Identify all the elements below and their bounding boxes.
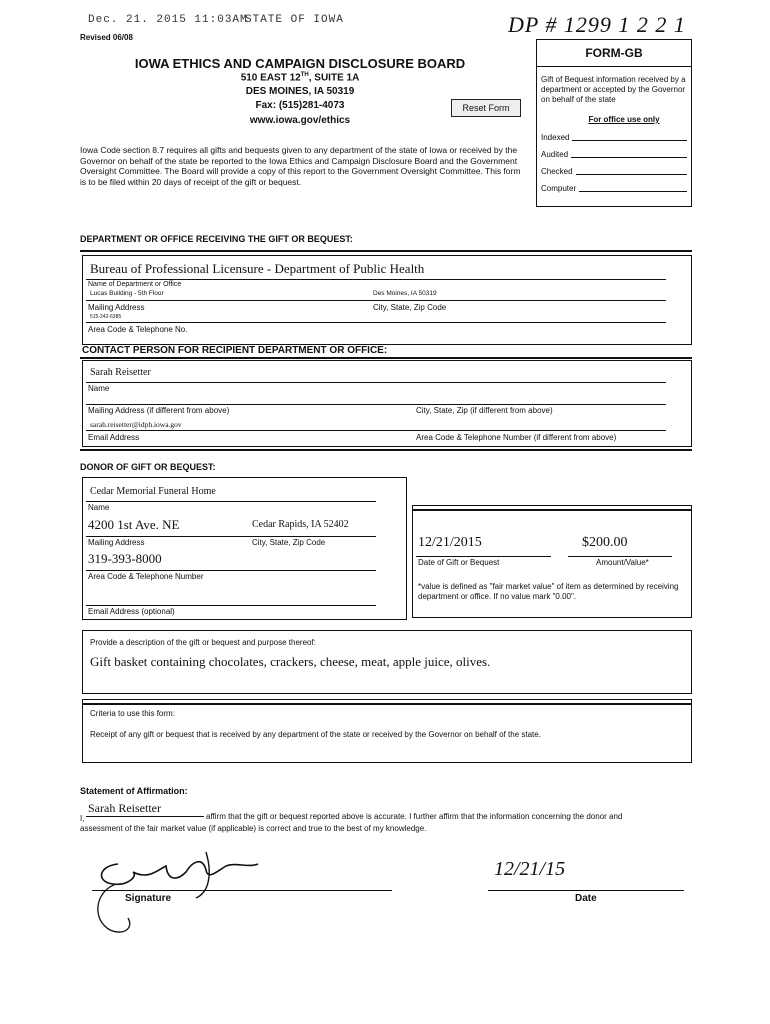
contact-name-label: Name xyxy=(88,384,110,393)
revised-date: Revised 06/08 xyxy=(80,33,133,42)
contact-mailing-label: Mailing Address (if different from above) xyxy=(88,406,230,415)
description-value[interactable]: Gift basket containing chocolates, crackers, cheese, meat, apple juice, olives. xyxy=(90,654,491,669)
office-field-computer: Computer xyxy=(541,177,687,194)
affirmant-name-value[interactable]: Sarah Reisetter xyxy=(88,801,161,815)
board-city: DES MOINES, IA 50319 xyxy=(245,86,355,97)
fax-datetime: Dec. 21. 2015 11:03AM xyxy=(88,14,248,26)
department-phone-value[interactable]: 515-242-6385 xyxy=(90,314,122,320)
department-heading: DEPARTMENT OR OFFICE RECEIVING THE GIFT OR BEQUEST: xyxy=(80,234,353,244)
donor-name-label: Name xyxy=(88,503,110,512)
signature-date-label: Date xyxy=(575,893,597,904)
contact-heading: CONTACT PERSON FOR RECIPIENT DEPARTMENT OR OFFICE: xyxy=(82,345,388,356)
affirmation-text-line2: assessment of the fair market value (if applicable) is correct and true to the best of my knowledge. xyxy=(80,824,427,833)
donor-name-value[interactable]: Cedar Memorial Funeral Home xyxy=(90,486,216,497)
department-mailing-value[interactable]: Lucas Building - 5th Floor xyxy=(90,290,164,297)
contact-email-label: Email Address xyxy=(88,433,140,442)
gift-value-note: *value is defined as "fair market value" of item as determined by receiving department or office. If no value mark "0.00". xyxy=(418,582,679,601)
fax-sender: STATE OF IOWA xyxy=(245,14,344,26)
donor-city-value[interactable]: Cedar Rapids, IA 52402 xyxy=(252,519,349,530)
contact-email-value[interactable]: sarah.reisetter@idph.iowa.gov xyxy=(90,420,182,429)
donor-city-label: City, State, Zip Code xyxy=(252,538,326,547)
department-phone-label: Area Code & Telephone No. xyxy=(88,325,188,334)
affirmation-prefix: I, xyxy=(80,814,85,823)
donor-mailing-label: Mailing Address xyxy=(88,538,145,547)
contact-name-value[interactable]: Sarah Reisetter xyxy=(90,367,151,378)
form-title: FORM-GB xyxy=(585,46,643,60)
signature-label: Signature xyxy=(125,893,172,904)
gift-amount-label: Amount/Value* xyxy=(596,558,649,567)
gift-date-value[interactable]: 12/21/2015 xyxy=(418,535,482,550)
donor-email-label: Email Address (optional) xyxy=(88,607,175,616)
affirmation-heading: Statement of Affirmation: xyxy=(80,786,188,796)
board-address: 510 EAST 12TH, SUITE 1A xyxy=(240,72,360,84)
reset-form-button[interactable]: Reset Form xyxy=(451,99,521,117)
handwritten-file-number: DP # 1299 1 2 2 1 xyxy=(508,12,686,37)
office-field-indexed: Indexed xyxy=(541,126,687,143)
form-description: Gift of Bequest information received by a department or accepted by the Governor on behalf of the state xyxy=(541,75,686,104)
gift-date-label: Date of Gift or Bequest xyxy=(418,558,500,567)
office-field-audited: Audited xyxy=(541,143,687,160)
criteria-label: Criteria to use this form: xyxy=(90,709,175,718)
department-city-value[interactable]: Des Moines, IA 50319 xyxy=(373,290,437,297)
board-website: www.iowa.gov/ethics xyxy=(249,115,351,126)
board-name: IOWA ETHICS AND CAMPAIGN DISCLOSURE BOARD xyxy=(134,56,466,71)
form-gb-box xyxy=(536,39,692,207)
contact-city-label: City, State, Zip (if different from above) xyxy=(416,406,553,415)
donor-heading: DONOR OF GIFT OR BEQUEST: xyxy=(80,462,216,472)
department-city-label: City, State, Zip Code xyxy=(373,303,447,312)
contact-phone-label: Area Code & Telephone Number (if different from above) xyxy=(416,433,617,442)
criteria-text: Receipt of any gift or bequest that is received by any department of the state or received by the Governor on behalf of the state. xyxy=(90,730,541,739)
board-fax: Fax: (515)281-4073 xyxy=(255,100,345,111)
donor-box xyxy=(82,477,407,620)
donor-mailing-value[interactable]: 4200 1st Ave. NE xyxy=(88,517,180,532)
office-field-checked: Checked xyxy=(541,160,687,177)
office-use-fields xyxy=(537,124,691,194)
donor-phone-label: Area Code & Telephone Number xyxy=(88,572,204,581)
affirmation-text-line1: affirm that the gift or bequest reported above is accurate. I further affirm that the information concerning the donor and xyxy=(206,812,623,821)
gift-amount-value[interactable]: $200.00 xyxy=(582,535,628,550)
description-label: Provide a description of the gift or bequest and purpose thereof: xyxy=(90,638,316,647)
signature-date-value[interactable]: 12/21/15 xyxy=(494,858,566,880)
donor-phone-value[interactable]: 319-393-8000 xyxy=(88,551,162,566)
intro-text: Iowa Code section 8.7 requires all gifts and bequests given to any department of the state of Iowa or received by the Governor on behalf of the state be reported to the Iowa Ethics and Campaign Disclosure Board and the Government Oversight Committee. The Board will provide a copy of this report to the Government Oversight Committee. This form is to be filed within 20 days of receipt of the gift or bequest. xyxy=(80,145,521,187)
department-name-label: Name of Department or Office xyxy=(88,281,182,288)
office-use-label: For office use only xyxy=(588,115,660,124)
department-mailing-label: Mailing Address xyxy=(88,303,145,312)
department-name-value[interactable]: Bureau of Professional Licensure - Department of Public Health xyxy=(90,261,425,276)
